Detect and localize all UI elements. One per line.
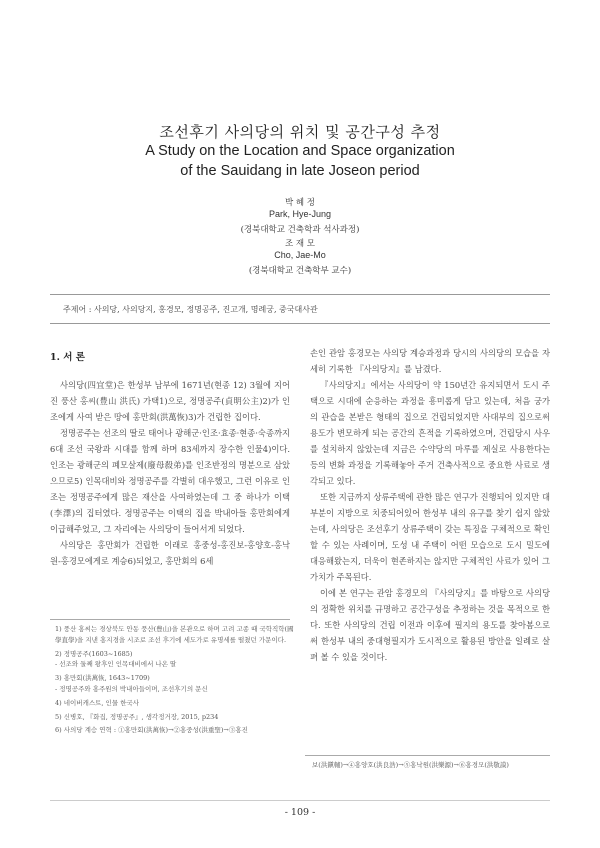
author-1-affiliation: (경북대학교 건축학과 석사과정) (240, 225, 360, 235)
footnotes-left (55, 624, 295, 736)
paper-title-korean: 조선후기 사의당의 위치 및 공간구성 추정 (159, 123, 441, 141)
paper-title-english-line2: of the Sauidang in late Joseon period (180, 163, 420, 179)
left-column-body (50, 377, 290, 569)
page-footer-rule (50, 800, 550, 801)
footnote-6: 6) 사의당 계승 연혁 : ①홍만회(洪萬恢)→②홍중성(洪重聖)→③홍진 (55, 726, 248, 735)
paragraph-right-3: 또한 지금까지 상류주택에 관한 많은 연구가 진행되어 있지만 대부분이 지방으로 치중되어있어 한성부 내의 유구를 찾기 쉽지 않았는데, 사의당은 조선후기 상류주택이 갖는 특징을 구체적으로 확인 할 수 있는 사례이며, 도성 내 주택이 어떤 모습으로 도시 밀도에 대응해왔는지, 더욱이 현존하지는 않지만 구체적인 사료가 있어 그 가치가 주목된다. (310, 492, 550, 582)
section-heading-introduction: 1. 서 론 (50, 352, 85, 363)
author-1-name-ko: 박 혜 정 (284, 198, 316, 208)
keywords-bottom-rule (50, 323, 550, 324)
paragraph-right-4: 이에 본 연구는 관암 홍경모의 『사의당지』를 바탕으로 사의당의 정확한 위치를 규명하고 공간구성을 추정하는 것을 목적으로 한다. 또한 사의당의 건립 이전과 이후에 필지의 용도를 찾아봄으로써 한성부 내의 중대형필지가 도시적으로 활용된 방안을 일례로 살펴 볼 수 있을 것이다. (310, 588, 550, 662)
right-column-body (310, 345, 550, 665)
paragraph-right-1: 손인 관암 홍경모는 사의당 계승과정과 당시의 사의당의 모습을 자세히 기록한 『사의당지』를 남겼다. (310, 348, 550, 374)
footnote-separator-right (305, 755, 550, 756)
footnote-3-detail: - 정명공주와 홍주원의 박내아들이며, 조선후기의 문신 (55, 684, 208, 693)
keywords: 주제어 : 사의당, 사의당지, 홍경모, 정명공주, 진고개, 명례궁, 중국대사관 (63, 305, 318, 314)
paper-title-english-line1: A Study on the Location and Space organization (145, 143, 455, 159)
author-2-affiliation: (경북대학교 건축학부 교수) (248, 266, 352, 276)
author-2-name-en: Cho, Jae-Mo (274, 250, 326, 260)
footnote-5: 5) 신병호, 『화집, 정명공주』, 생각정거장, 2015, p234 (55, 712, 219, 721)
author-1-name-en: Park, Hye-Jung (268, 209, 332, 219)
footnote-3: 3) 홍만회(洪萬恢, 1643~1709) (55, 674, 150, 683)
keywords-top-rule (50, 294, 550, 295)
paragraph-left-1: 사의당(四宜堂)은 한성부 남부에 1671년(현종 12) 3월에 지어진 풍산 홍씨(豊山 洪氏) 가택1)으로, 정명공주(貞明公主)2)가 인조에게 사여 받은 땅에 홍만회(洪萬恢)3)가 건립한 집이다. (50, 380, 290, 422)
paragraph-left-2: 정명공주는 선조의 딸로 태어나 광해군·인조·효종·현종·숙종까지 6대 조선 국왕과 시대를 함께 하며 83세까지 장수한 인물4)이다. 인조는 광해군의 폐모살제(廢母殺弟)를 인조반정의 명분으로 삼았으므로5) 인목대비와 정명공주를 각별히 대우했고, 그런 이유로 인조는 정명공주에게 많은 재산을 사여하였는데 그 중 하나가 이택(李澤)의 집터였다. 정명공주는 이택의 집을 박내아들 홍만회에게 이급해주었고, 그 자리에는 사의당이 들어서게 되었다. (50, 428, 290, 534)
page-number: - 109 - (284, 807, 316, 818)
paragraph-right-2: 『사의당지』에서는 사의당이 약 150년간 유지되면서 도시 주택으로 시대에 순응하는 과정을 흥미롭게 담고 있는데, 처음 궁가의 관습을 본받은 형태의 집으로 건립되었지만 사대부의 집으로써 용도가 변모하게 되는 공간의 흔적을 기록하였으며, 건립당시 사우를 설치하지 않았는데 지금은 수약당의 마루를 제실로 사용한다는 등의 변화 과정을 기록해놓아 주거 건축사적으로 중요한 사료로 생각되고 있다. (310, 380, 550, 486)
footnote-4: 4) 네이버캐스트, 인물 한국사 (55, 698, 140, 707)
footnote-1: 1) 풍산 홍씨는 경상북도 안동 풍산(豊山)을 본관으로 하며 고려 고종 때 국학직학(國學直學)을 지낸 홍지경을 시조로 조선 후기에 세도가로 유명세를 떨쳤던 가문이다. (55, 625, 294, 644)
paragraph-left-3: 사의당은 홍만회가 건립한 이래로 홍중성-홍진보-홍양호-홍낙원-홍경모에게로 계승6)되었고, 홍만회의 6세 (50, 540, 290, 566)
footnote-2-detail: - 선조와 둘째 왕후인 인목대비에서 나온 딸 (55, 660, 177, 669)
author-2-name-ko: 조 재 모 (284, 239, 316, 249)
footnote-separator-left (50, 619, 290, 620)
footnotes-right (312, 760, 552, 771)
footnote-2: 2) 정명공주(1603~1685) (55, 649, 133, 658)
footnote-6-continued: 보(洪鎭輔)→④홍양호(洪良浩)→⑤홍낙원(洪樂源)→⑥홍경모(洪敬謨) (312, 761, 509, 769)
